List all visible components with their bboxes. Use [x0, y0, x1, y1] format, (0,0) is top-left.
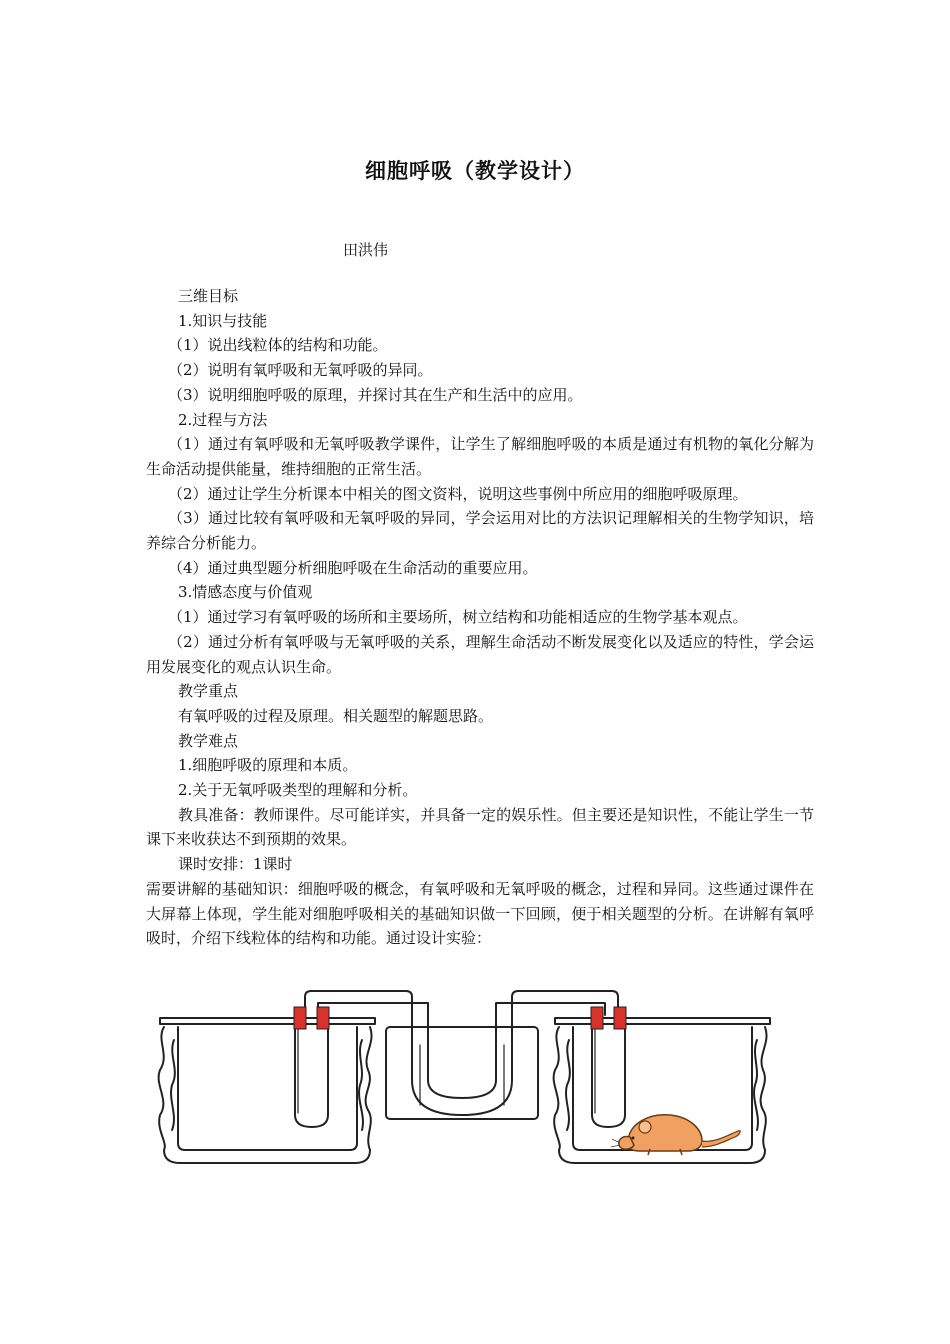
list-item: 1.细胞呼吸的原理和本质。: [178, 756, 358, 775]
heading-process-methods: 2.过程与方法: [178, 410, 268, 429]
list-item: （4）通过典型题分析细胞呼吸在生命活动的重要应用。: [168, 558, 538, 577]
left-stopper-a: [294, 1007, 306, 1029]
paragraph-schedule: 课时安排：1课时: [178, 855, 293, 874]
author-name: 田洪伟: [343, 241, 389, 259]
list-item: 2.关于无氧呼吸类型的理解和分析。: [178, 781, 418, 800]
list-item: （2）通过让学生分析课本中相关的图文资料，说明这些事例中所应用的细胞呼吸原理。: [168, 484, 748, 503]
connecting-pipe: [305, 991, 618, 1015]
heading-knowledge-skills: 1.知识与技能: [178, 311, 268, 330]
left-beaker: [159, 1018, 375, 1163]
paragraph: 有氧呼吸的过程及原理。相关题型的解题思路。: [178, 706, 494, 725]
list-item: （2）说明有氧呼吸和无氧呼吸的异同。: [168, 361, 433, 380]
list-item: （1）通过学习有氧呼吸的场所和主要场所，树立结构和功能相适应的生物学基本观点。: [168, 608, 748, 627]
right-test-tube: [592, 1025, 625, 1127]
list-item: （3）通过比较有氧呼吸和无氧呼吸的异同，学会运用对比的方法识记理解相关的生物学知识，培养综合分析能力。: [146, 509, 814, 553]
right-stopper-a: [591, 1007, 603, 1029]
list-item: （2）通过分析有氧呼吸与无氧呼吸的关系，理解生命活动不断发展变化以及适应的特性，学会运用发展变化的观点认识生命。: [146, 632, 814, 676]
heading-difficulties: 教学难点: [178, 731, 239, 750]
list-item: （3）说明细胞呼吸的原理，并探讨其在生产和生活中的应用。: [168, 385, 583, 404]
heading-attitudes-values: 3.情感态度与价值观: [178, 583, 313, 602]
paragraph-basics: 需要讲解的基础知识：细胞呼吸的概念，有氧呼吸和无氧呼吸的概念，过程和异同。这些通过课件在大屏幕上体现，学生能对细胞呼吸相关的基础知识做一下回顾，便于相关题型的分析。在讲解有氧呼吸时，介绍下线粒体的结构和功能。通过设计实验：: [146, 879, 814, 948]
list-item: （1）说出线粒体的结构和功能。: [168, 336, 388, 355]
document-body: [146, 284, 814, 951]
document-title: 细胞呼吸（教学设计）: [365, 159, 585, 183]
heading-key-points: 教学重点: [178, 682, 239, 701]
left-stopper-b: [317, 1007, 329, 1029]
u-tube-manometer: [386, 1005, 538, 1119]
left-test-tube: [295, 1025, 328, 1127]
list-item: （1）通过有氧呼吸和无氧呼吸教学课件，让学生了解细胞呼吸的本质是通过有机物的氧化分解为生命活动提供能量，维持细胞的正常生活。: [146, 435, 814, 478]
paragraph-materials: 教具准备：教师课件。尽可能详实，并具备一定的娱乐性。但主要还是知识性，不能让学生一节课下来收获达不到预期的效果。: [146, 805, 814, 849]
right-stopper-b: [614, 1007, 626, 1029]
mouse-illustration: [611, 1115, 740, 1155]
experiment-diagram: [150, 985, 780, 1170]
heading-goals: 三维目标: [178, 287, 239, 305]
